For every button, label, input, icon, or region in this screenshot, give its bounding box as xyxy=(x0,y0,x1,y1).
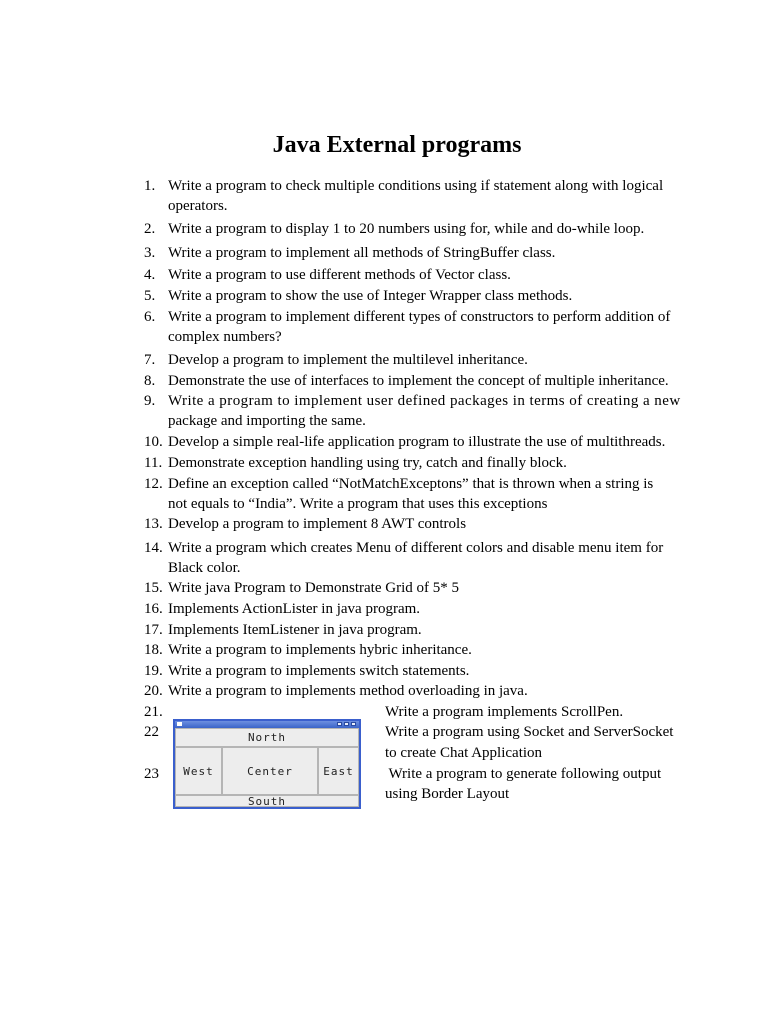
item-text: Demonstrate exception handling using try, catch and finally block. xyxy=(168,455,567,471)
list-item xyxy=(144,453,567,473)
list-item xyxy=(144,514,466,534)
list-item xyxy=(144,599,420,619)
item-text: Implements ActionLister in java program. xyxy=(168,601,421,617)
item-number: 14. xyxy=(144,540,163,556)
list-item xyxy=(144,661,469,681)
north-button: North xyxy=(175,728,359,747)
window-app-icon xyxy=(177,722,182,726)
item-text-continued: complex numbers? xyxy=(168,329,282,345)
item-text: Write a program to implement different types of constructors to perform addition of xyxy=(168,309,671,325)
south-button: South xyxy=(175,795,359,807)
list-item xyxy=(144,432,665,452)
item-number: 12. xyxy=(144,476,163,492)
item-text: Define an exception called “NotMatchExceptons” that is thrown when a string is xyxy=(168,476,654,492)
item-number: 5. xyxy=(144,288,156,304)
list-item xyxy=(144,538,663,578)
item-number: 22 xyxy=(144,724,159,740)
item-text: Write a program to implements hybric inheritance. xyxy=(168,642,472,658)
item-text: Implements ItemListener in java program. xyxy=(168,622,422,638)
center-button: Center xyxy=(222,747,318,795)
item-number: 3. xyxy=(144,245,156,261)
list-item xyxy=(144,371,669,391)
item-text-continued: operators. xyxy=(168,198,228,214)
item-text-continued: not equals to “India”. Write a program that uses this exceptions xyxy=(168,496,548,512)
item-number: 16. xyxy=(144,601,163,617)
item-text: Develop a simple real-life application program to illustrate the use of multithreads. xyxy=(168,434,666,450)
item-text-continued: using Border Layout xyxy=(385,786,510,802)
item-number: 13. xyxy=(144,516,163,532)
list-item xyxy=(144,219,644,239)
item-number: 18. xyxy=(144,642,163,658)
item-text: Write a program to check multiple conditions using if statement along with logical xyxy=(168,178,664,194)
item-text: Write a program implements ScrollPen. xyxy=(385,704,624,720)
item-number: 8. xyxy=(144,373,156,389)
item-text: Write a program using Socket and ServerSocket xyxy=(385,724,674,740)
close-icon xyxy=(351,722,356,726)
list-item xyxy=(144,474,653,514)
list-item xyxy=(144,286,572,306)
item-text: Write a program to implement all methods of StringBuffer class. xyxy=(168,245,556,261)
item-text: Write a program to show the use of Integer Wrapper class methods. xyxy=(168,288,573,304)
item-text: Write a program to display 1 to 20 numbers using for, while and do-while loop. xyxy=(168,221,645,237)
item-number: 23 xyxy=(144,766,159,782)
item-text: Write a program to implements method overloading in java. xyxy=(168,683,528,699)
window-titlebar xyxy=(175,721,359,728)
list-item xyxy=(144,307,670,347)
item-number: 6. xyxy=(144,309,156,325)
item-text-continued: Black color. xyxy=(168,560,241,576)
item-number: 4. xyxy=(144,267,156,283)
item-number: 2. xyxy=(144,221,156,237)
item-number: 15. xyxy=(144,580,163,596)
item-number: 11. xyxy=(144,455,163,471)
item-text: Write a program to implement user defined packages in terms of creating a new xyxy=(168,393,681,409)
list-item xyxy=(144,350,528,370)
maximize-icon xyxy=(344,722,349,726)
minimize-icon xyxy=(337,722,342,726)
item-text: Write a program which creates Menu of different colors and disable menu item for xyxy=(168,540,664,556)
item-text: Develop a program to implement the multilevel inheritance. xyxy=(168,352,528,368)
east-button: East xyxy=(318,747,359,795)
list-item xyxy=(144,176,663,216)
item-number: 1. xyxy=(144,178,156,194)
list-item xyxy=(144,681,528,701)
item-text: Write a program to use different methods of Vector class. xyxy=(168,267,511,283)
item-number: 20. xyxy=(144,683,163,699)
item-text: Write a program to implements switch statements. xyxy=(168,663,470,679)
item-text: Write java Program to Demonstrate Grid of 5* 5 xyxy=(168,580,459,596)
list-item xyxy=(144,391,681,431)
item-text: Demonstrate the use of interfaces to implement the concept of multiple inheritance. xyxy=(168,373,669,389)
list-item xyxy=(144,620,422,640)
item-number: 7. xyxy=(144,352,156,368)
border-layout-window xyxy=(173,719,361,809)
item-text: Write a program to generate following output xyxy=(385,766,662,782)
item-text: Develop a program to implement 8 AWT controls xyxy=(168,516,467,532)
page-title: Java External programs xyxy=(272,132,522,158)
item-number: 9. xyxy=(144,393,156,409)
list-item xyxy=(144,640,472,660)
item-number: 10. xyxy=(144,434,163,450)
item-text-continued: to create Chat Application xyxy=(385,745,543,761)
item-number: 19. xyxy=(144,663,163,679)
list-item xyxy=(144,265,511,285)
list-item xyxy=(144,578,459,598)
item-number: 17. xyxy=(144,622,163,638)
west-button: West xyxy=(175,747,222,795)
item-text-continued: package and importing the same. xyxy=(168,413,366,429)
list-item xyxy=(144,243,555,263)
item-number: 21. xyxy=(144,704,163,720)
